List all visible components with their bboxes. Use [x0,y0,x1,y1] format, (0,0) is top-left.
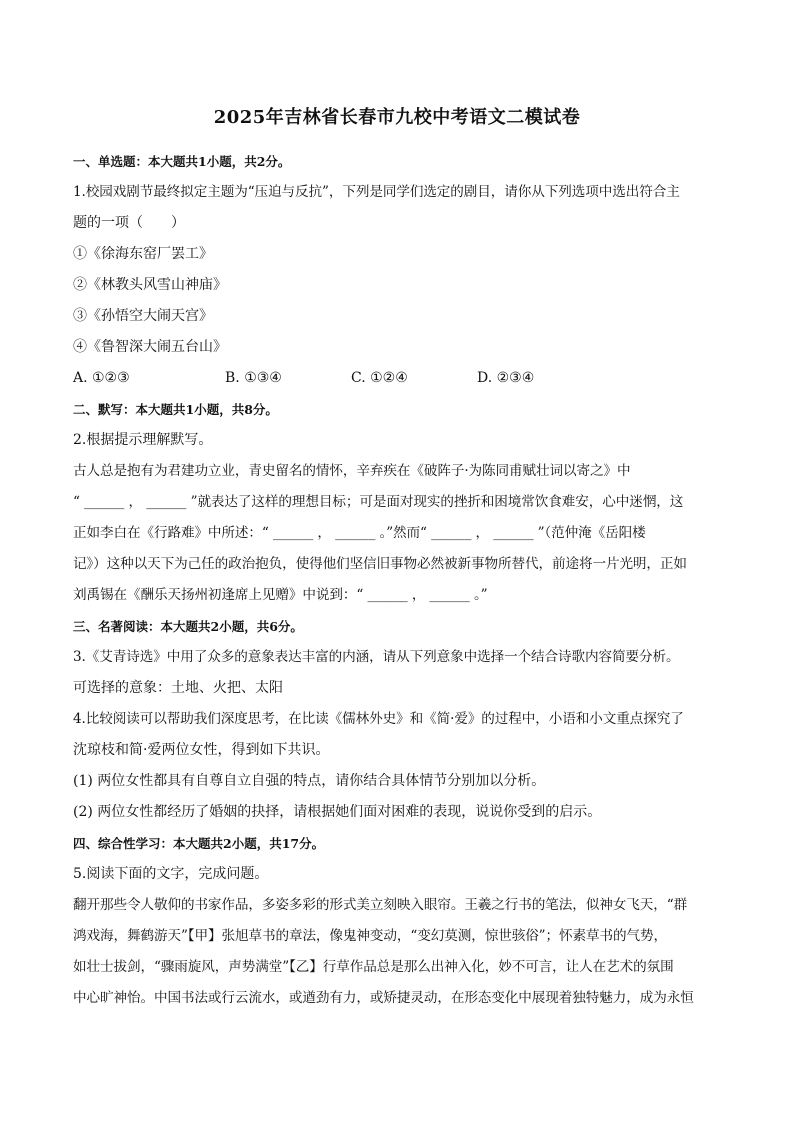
question-1-options [73,363,719,394]
exam-content [73,146,719,1014]
question-3-stem: 3.《艾青诗选》中用了众多的意象表达丰富的内涵，请从下列意象中选择一个结合诗歌内容简要分析。 [73,649,680,665]
question-3 [73,642,719,704]
question-4-stem-line: 沈琼枝和简·爱两位女性，得到如下共识。 [73,742,330,758]
question-1-item: ①《徐海东窑厂罢工》 [73,246,213,262]
section-heading-dictation: 二、默写：本大题共1小题，共8分。 [73,402,278,417]
section-heading-classics-reading: 三、名著阅读：本大题共2小题，共6分。 [73,619,303,634]
question-1-item: ③《孙悟空大闹天宫》 [73,308,213,324]
question-1 [73,177,719,394]
question-5-passage-line: 鸿戏海，舞鹤游天”【甲】张旭草书的章法，像鬼神变动，“变幻莫测，惊世骇俗”；怀素草书的气势， [73,928,667,944]
option-c[interactable]: C. ①②④ [351,370,408,386]
section-heading-integrated-learning: 四、综合性学习：本大题共2小题，共17分。 [73,836,325,851]
section-heading-single-choice: 一、单选题：本大题共1小题，共2分。 [73,154,291,169]
question-2-text-line: 古人总是抱有为君建功立业，青史留名的情怀，辛弃疾在《破阵子·为陈同甫赋壮词以寄之》中 [73,463,631,479]
question-5 [73,859,719,1014]
question-4-subquestion-1: (1) 两位女性都具有自尊自立自强的特点，请你结合具体情节分别加以分析。 [73,773,546,789]
question-5-passage-line: 翻开那些令人敬仰的书家作品，多姿多彩的形式美立刻映入眼帘。王羲之行书的笔法，似神女飞天，“群 [73,897,688,913]
option-d[interactable]: D. ②③④ [477,370,535,386]
option-b[interactable]: B. ①③④ [225,370,282,386]
option-a[interactable]: A. ①②③ [73,370,130,386]
question-3-choices: 可选择的意象：土地、火把、太阳 [73,680,283,696]
question-5-passage-line: 中心旷神怡。中国书法或行云流水，或遒劲有力，或矫捷灵动，在形态变化中展现着独特魅力，成为永恒 [73,990,694,1006]
question-1-stem-line: 1.校园戏剧节最终拟定主题为“压迫与反抗”，下列是同学们选定的剧目，请你从下列选项中选出符合主 [73,184,680,200]
question-2-text-line: 正如李白在《行路难》中所述：“ ______ ， ______ 。”然而“ ______ ， ______ ”（范仲淹《岳阳楼 [73,525,646,541]
question-2 [73,425,719,611]
question-1-item: ②《林教头风雪山神庙》 [73,277,227,293]
question-4-subquestion-2: (2) 两位女性都经历了婚姻的抉择，请根据她们面对困难的表现，说说你受到的启示。 [73,804,602,820]
question-4-stem-line: 4.比较阅读可以帮助我们深度思考，在比读《儒林外史》和《简·爱》的过程中，小语和小文重点探究了 [73,711,684,727]
question-1-item: ④《鲁智深大闹五台山》 [73,339,227,355]
question-1-stem-line: 题的一项（ ） [73,215,185,231]
question-4 [73,704,719,828]
question-5-passage-line: 如壮士拔剑，“骤雨旋风，声势满堂”【乙】行草作品总是那么出神入化，妙不可言，让人在艺术的氛围 [73,959,674,975]
question-2-stem: 2.根据提示理解默写。 [73,432,213,448]
question-2-text-line: 记》）这种以天下为己任的政治抱负，使得他们坚信旧事物必然被新事物所替代，前途将一片光明，正如 [73,556,687,572]
question-2-text-line: 刘禹锡在《酬乐天扬州初逢席上见赠》中说到：“ ______ ， ______ 。” [73,587,488,603]
question-2-text-line: “ ______ ， ______ ”就表达了这样的理想目标；可是面对现实的挫折和困境常饮食难安，心中迷惘，这 [73,494,684,510]
exam-title: 2025年吉林省长春市九校中考语文二模试卷 [213,107,581,128]
question-5-stem: 5.阅读下面的文字，完成问题。 [73,866,269,882]
